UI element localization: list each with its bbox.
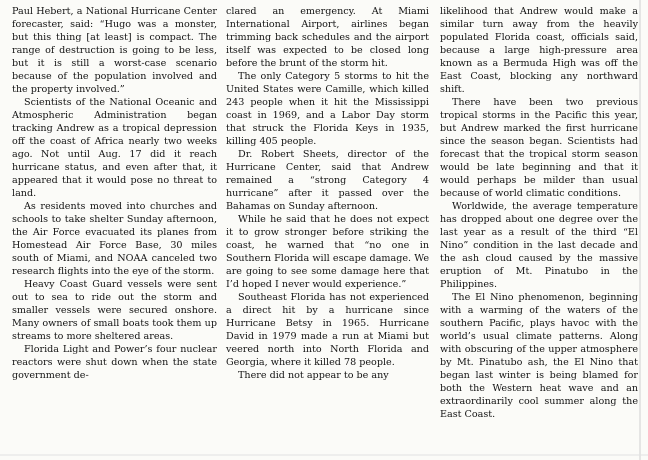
paragraph: Worldwide, the average temperature has dropped about one degree over the last year as a result of the third “El Nino” condition in the last decade and the ash cloud caused by the massive eruption of Mt. Pinatubo in the Philippines. [440, 201, 638, 290]
article-column-1 [12, 5, 217, 382]
paragraph: clared an emergency. At Miami International Airport, airlines began trimming back schedules and the airport itself was expected to be closed long before the brunt of the storm hit. [226, 6, 429, 69]
paragraph: Dr. Robert Sheets, director of the Hurricane Center, said that Andrew remained a “strong Category 4 hurricane” after it passed over the Bahamas on Sunday afternoon. [226, 149, 429, 212]
paragraph: Paul Hebert, a National Hurricane Center forecaster, said: “Hugo was a monster, but this thing [at least] is compact. The range of destruction is going to be less, but it is still a worst-case scenario because of the population involved and the property involved.” [12, 6, 217, 95]
paragraph: The El Nino phenomenon, beginning with a warming of the waters of the southern Pacific, plays havoc with the world’s usual climate patterns. Along with obscuring of the upper atmosphere by Mt. Pinatubo ash, the El Nino that began last winter is being blamed for both the Western heat wave and an extraordinarily cool summer along the East Coast. [440, 292, 638, 420]
paragraph: Southeast Florida has not experienced a direct hit by a hurricane since Hurricane Betsy in 1965. Hurricane David in 1979 made a run at Miami but veered north into North Florida and Georgia, where it killed 78 people. [226, 292, 429, 368]
paragraph: Scientists of the National Oceanic and Atmospheric Administration began tracking Andrew as a tropical depression off the coast of Africa nearly two weeks ago. Not until Aug. 17 did it reach hurricane status, and even after that, it appeared that it would pose no threat to land. [12, 97, 217, 199]
paragraph: There have been two previous tropical storms in the Pacific this year, but Andrew marked the first hurricane since the season began. Scientists had forecast that the tropical storm season would be late beginning and that it would perhaps be milder than usual because of world climatic conditions. [440, 97, 638, 199]
paragraph: There did not appear to be any [238, 370, 389, 381]
paragraph: While he said that he does not expect it to grow stronger before striking the coast, he warned that “no one in Southern Florida will escape damage. We are going to see some damage here that I’d hoped I never would experience.” [226, 214, 429, 290]
article-column-3 [440, 5, 638, 421]
paragraph: The only Category 5 storms to hit the United States were Camille, which killed 243 people when it hit the Mississippi coast in 1969, and a Labor Day storm that struck the Florida Keys in 1935, killing 405 people. [226, 71, 429, 147]
article-column-2 [226, 5, 429, 382]
paragraph: likelihood that Andrew would make a similar turn away from the heavily populated Florida coast, officials said, because a large high-pressure area known as a Bermuda High was off the East Coast, blocking any northward shift. [440, 6, 638, 95]
paragraph: Heavy Coast Guard vessels were sent out to sea to ride out the storm and smaller vessels were secured onshore. Many owners of small boats took them up streams to more sheltered areas. [12, 279, 217, 342]
paragraph: Florida Light and Power’s four nuclear reactors were shut down when the state government de- [12, 344, 217, 381]
paragraph: As residents moved into churches and schools to take shelter Sunday afternoon, the Air Force evacuated its planes from Homestead Air Force Base, 30 miles south of Miami, and NOAA canceled two research flights into the eye of the storm. [12, 201, 217, 277]
